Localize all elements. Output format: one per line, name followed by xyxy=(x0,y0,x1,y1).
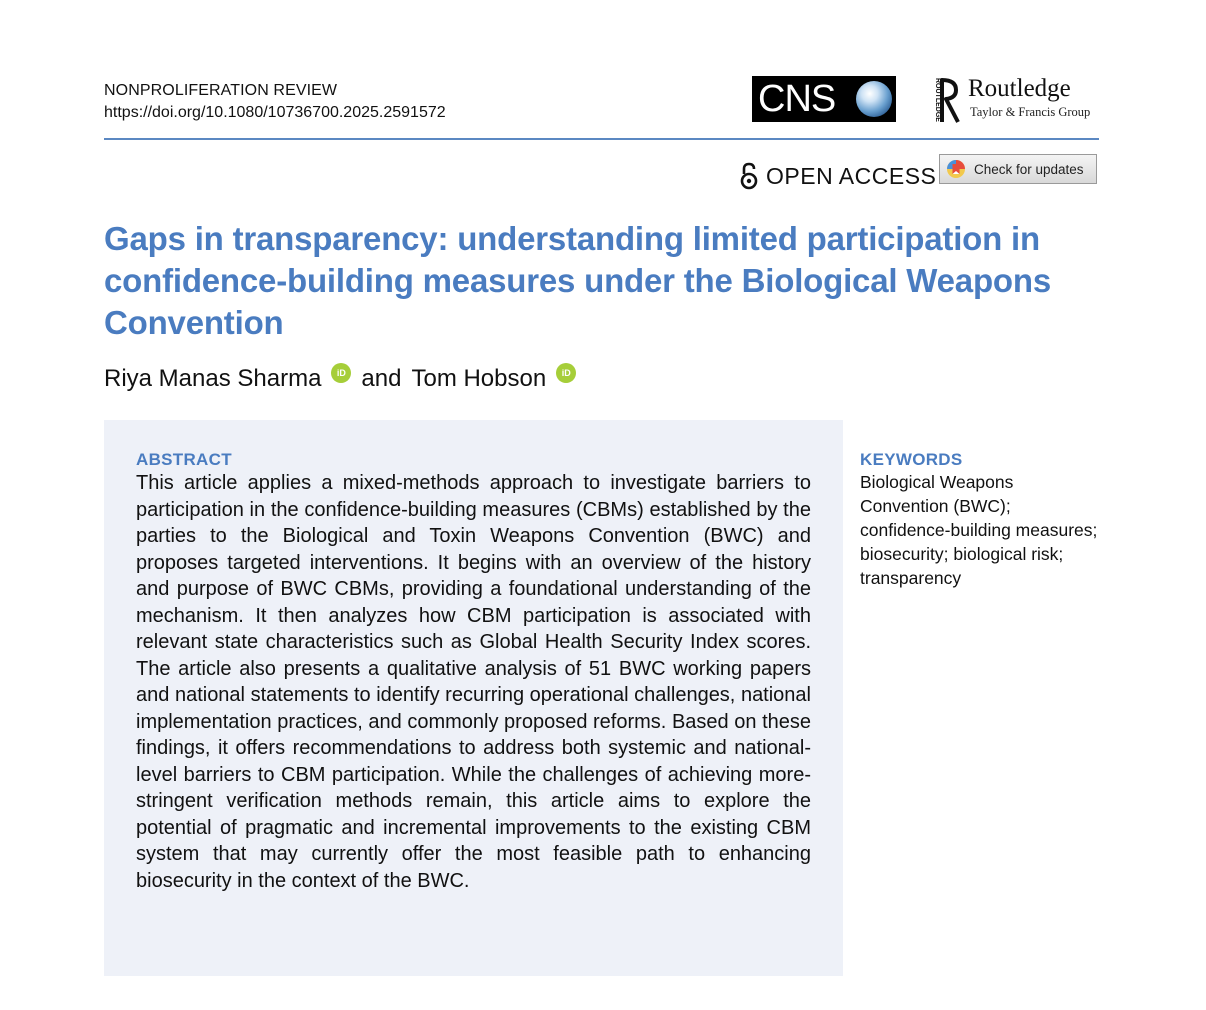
journal-header xyxy=(104,80,446,124)
globe-icon xyxy=(856,81,892,117)
keywords-heading: KEYWORDS xyxy=(860,450,963,469)
article-title: Gaps in transparency: understanding limited participation in confidence-building measures under the Biological Weapons Convention xyxy=(104,220,1051,341)
publisher-group: Taylor & Francis Group xyxy=(970,105,1091,119)
open-lock-icon xyxy=(740,162,758,190)
publisher-name: Routledge xyxy=(968,75,1071,102)
abstract-heading: ABSTRACT xyxy=(136,450,232,469)
doi-link[interactable]: https://doi.org/10.1080/10736700.2025.2591572 xyxy=(104,104,446,121)
author-name[interactable]: Tom Hobson xyxy=(411,365,547,392)
abstract-panel xyxy=(104,420,843,976)
keywords-panel xyxy=(860,450,1100,590)
publisher-logo xyxy=(922,74,1102,124)
crossmark-icon xyxy=(946,159,966,179)
header-divider xyxy=(104,138,1099,140)
open-access-badge xyxy=(740,162,936,190)
open-access-label: OPEN ACCESS xyxy=(766,162,937,189)
author-name[interactable]: Riya Manas Sharma xyxy=(104,365,322,392)
cns-logo xyxy=(752,76,896,122)
check-updates-button[interactable] xyxy=(939,154,1097,184)
cns-logo-text: CNS xyxy=(758,78,836,120)
orcid-icon[interactable]: iD xyxy=(556,363,576,383)
orcid-icon[interactable]: iD xyxy=(331,363,351,383)
journal-name: NONPROLIFERATION REVIEW xyxy=(104,82,338,99)
routledge-mark-text: ROUTLEDGE xyxy=(934,78,941,122)
author-separator: and xyxy=(361,365,402,392)
check-updates-label: Check for updates xyxy=(974,161,1084,177)
abstract-text: This article applies a mixed-methods approach to investigate barriers to participation in the confidence-building measures (CBMs) established by the parties to the Biological and Toxin Weapons Convention (BWC) and proposes targeted interventions. It begins with an overview of the history and purpose of BWC CBMs, providing a foundational understanding of the mechanism. It then analyzes how CBM participation is associated with relevant state characteristics such as Global Health Security Index scores. The article also presents a qualitative analysis of 51 BWC working papers and national statements to identify recurring operational challenges, national implementation practices, and commonly proposed reforms. Based on these findings, it offers recommendations to address both systemic and national-level barriers to CBM participation. While the challenges of achieving more-stringent verification methods remain, this article aims to explore the potential of pragmatic and incremental improvements to the existing CBM system that may currently offer the most feasible path to enhancing biosecurity in the context of the BWC. xyxy=(136,472,811,892)
routledge-mark-icon xyxy=(926,74,964,124)
keywords-text: Biological Weapons Convention (BWC); confidence-building measures; biosecurity; biological risk; transparency xyxy=(860,472,1098,588)
author-list xyxy=(104,364,586,394)
